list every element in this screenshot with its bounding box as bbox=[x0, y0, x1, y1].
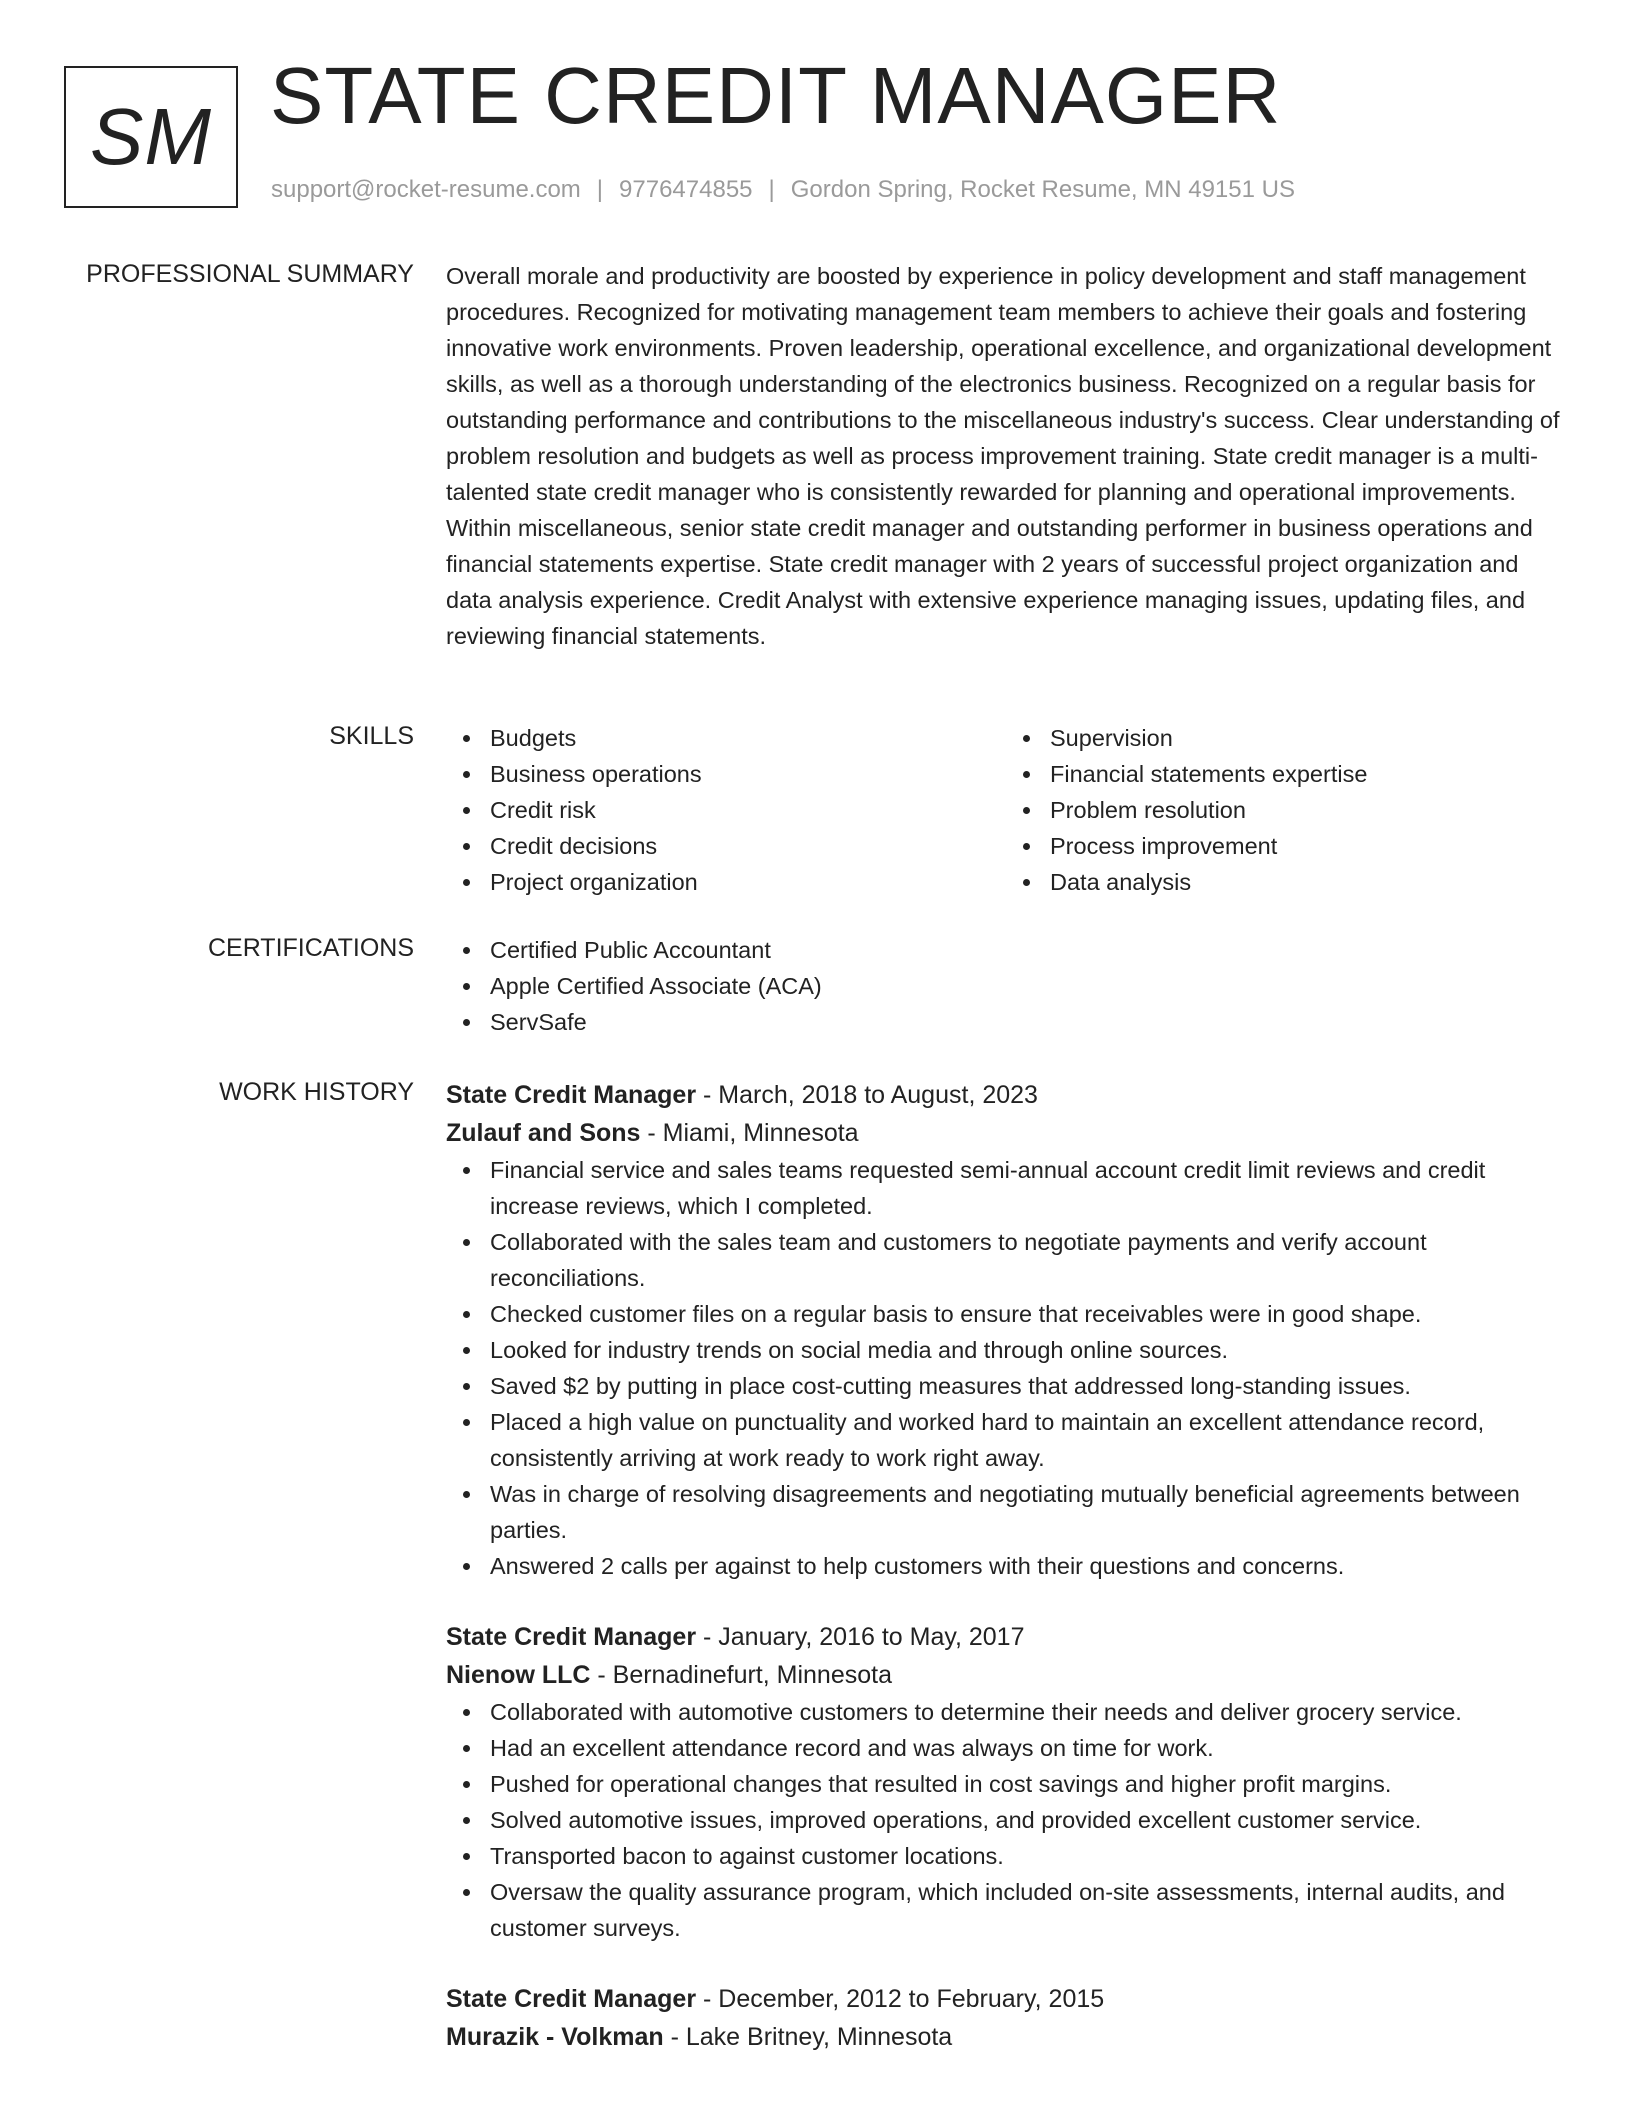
certifications-list bbox=[446, 932, 1566, 1040]
list-item: Financial statements expertise bbox=[1050, 756, 1566, 792]
job-entry bbox=[446, 1980, 1566, 2056]
section-label: WORK HISTORY bbox=[219, 1078, 414, 1106]
list-item: Credit decisions bbox=[490, 828, 1006, 864]
list-item: Checked customer files on a regular basis to ensure that receivables were in good shape. bbox=[490, 1296, 1566, 1332]
list-item: Saved $2 by putting in place cost-cutting measures that addressed long-standing issues. bbox=[490, 1368, 1566, 1404]
job-dates: - March, 2018 to August, 2023 bbox=[696, 1081, 1038, 1109]
section-label: CERTIFICATIONS bbox=[207, 934, 414, 962]
list-item: Collaborated with automotive customers to determine their needs and deliver grocery service. bbox=[490, 1694, 1566, 1730]
job-location: - Lake Britney, Minnesota bbox=[663, 2023, 953, 2051]
skills-column-right bbox=[1006, 720, 1566, 900]
list-item: Was in charge of resolving disagreements and negotiating mutually beneficial agreements between parties. bbox=[490, 1476, 1566, 1548]
job-title: State Credit Manager bbox=[446, 1985, 697, 2013]
skills-column-left bbox=[446, 720, 1006, 900]
section-label: PROFESSIONAL SUMMARY bbox=[86, 260, 414, 288]
list-item: Certified Public Accountant bbox=[490, 932, 1566, 968]
job-entry bbox=[446, 1618, 1566, 1946]
contact-line bbox=[271, 176, 1295, 204]
list-item: Oversaw the quality assurance program, which included on-site assessments, internal audits, and customer surveys. bbox=[490, 1874, 1566, 1946]
job-bullets bbox=[446, 1694, 1566, 1946]
resume-title: STATE CREDIT MANAGER bbox=[270, 51, 1282, 140]
list-item: Process improvement bbox=[1050, 828, 1566, 864]
list-item: Credit risk bbox=[490, 792, 1006, 828]
job-company: Murazik - Volkman bbox=[446, 2023, 664, 2051]
list-item: Business operations bbox=[490, 756, 1006, 792]
list-item: Transported bacon to against customer locations. bbox=[490, 1838, 1566, 1874]
list-item: Project organization bbox=[490, 864, 1006, 900]
list-item: Apple Certified Associate (ACA) bbox=[490, 968, 1566, 1004]
job-company: Nienow LLC bbox=[446, 1661, 591, 1689]
list-item: Pushed for operational changes that resulted in cost savings and higher profit margins. bbox=[490, 1766, 1566, 1802]
list-item: Problem resolution bbox=[1050, 792, 1566, 828]
job-company-line bbox=[446, 2018, 1566, 2056]
contact-email[interactable]: support@rocket-resume.com bbox=[271, 176, 581, 203]
job-title: State Credit Manager bbox=[446, 1081, 697, 1109]
list-item: Solved automotive issues, improved operations, and provided excellent customer service. bbox=[490, 1802, 1566, 1838]
job-location: - Bernadinefurt, Minnesota bbox=[590, 1661, 892, 1689]
list-item: Collaborated with the sales team and customers to negotiate payments and verify account reconciliations. bbox=[490, 1224, 1566, 1296]
list-item: Looked for industry trends on social media and through online sources. bbox=[490, 1332, 1566, 1368]
job-title-line bbox=[446, 1618, 1566, 1656]
contact-phone[interactable]: 9776474855 bbox=[619, 176, 753, 203]
job-title: State Credit Manager bbox=[446, 1623, 697, 1651]
job-company-line bbox=[446, 1656, 1566, 1694]
jobs-list bbox=[446, 1076, 1566, 2056]
job-dates: - December, 2012 to February, 2015 bbox=[696, 1985, 1105, 2013]
contact-address: Gordon Spring, Rocket Resume, MN 49151 US bbox=[790, 176, 1295, 203]
job-company: Zulauf and Sons bbox=[446, 1119, 641, 1147]
section-label: SKILLS bbox=[329, 722, 414, 750]
list-item: Answered 2 calls per against to help customers with their questions and concerns. bbox=[490, 1548, 1566, 1584]
job-location: - Miami, Minnesota bbox=[640, 1119, 859, 1147]
contact-separator: | bbox=[768, 176, 775, 203]
job-title-line bbox=[446, 1980, 1566, 2018]
list-item: Financial service and sales teams requested semi-annual account credit limit reviews and credit increase reviews, which I completed. bbox=[490, 1152, 1566, 1224]
list-item: Budgets bbox=[490, 720, 1006, 756]
job-entry bbox=[446, 1076, 1566, 1584]
contact-separator: | bbox=[596, 176, 604, 203]
job-company-line bbox=[446, 1114, 1566, 1152]
job-dates: - January, 2016 to May, 2017 bbox=[696, 1623, 1025, 1651]
summary-text: Overall morale and productivity are boosted by experience in policy development and staff management procedures. Recognized for motivating management team members to achieve their goals and fostering innovative work environments. Proven leadership, operational excellence, and organizational development skills, as well as a thorough understanding of the electronics business. Recognized on a regular basis for outstanding performance and contributions to the miscellaneous industry's success. Clear understanding of problem resolution and budgets as well as process improvement training. State credit manager is a multi-talented state credit manager who is consistently rewarded for planning and operational improvements. Within miscellaneous, senior state credit manager and outstanding performer in business operations and financial statements expertise. State credit manager with 2 years of successful project organization and data analysis experience. Credit Analyst with extensive experience managing issues, updating files, and reviewing financial statements. bbox=[446, 263, 1560, 649]
list-item: Supervision bbox=[1050, 720, 1566, 756]
list-item: Data analysis bbox=[1050, 864, 1566, 900]
monogram-badge: SM bbox=[64, 66, 238, 208]
cert-bullets bbox=[446, 932, 1566, 1040]
job-bullets bbox=[446, 1152, 1566, 1584]
list-item: Had an excellent attendance record and was always on time for work. bbox=[490, 1730, 1566, 1766]
job-title-line bbox=[446, 1076, 1566, 1114]
skills-list bbox=[446, 720, 1566, 900]
list-item: ServSafe bbox=[490, 1004, 1566, 1040]
list-item: Placed a high value on punctuality and worked hard to maintain an excellent attendance record, consistently arriving at work ready to work right away. bbox=[490, 1404, 1566, 1476]
